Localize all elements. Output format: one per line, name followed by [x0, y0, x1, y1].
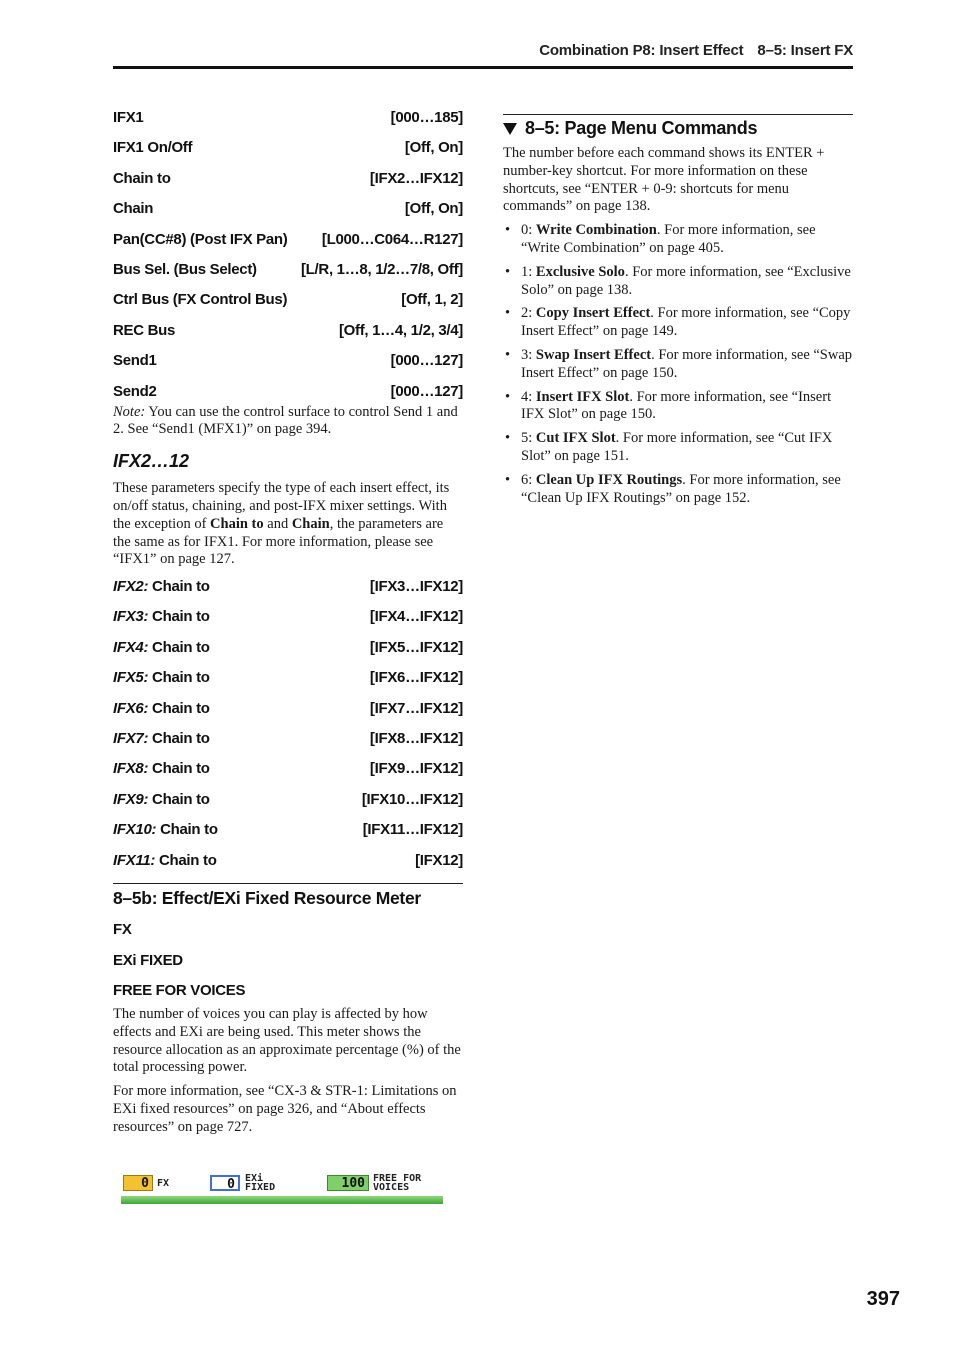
free-meter-label-2: VOICES [373, 1182, 410, 1193]
command-name: Write Combination [535, 222, 657, 239]
resource-meter [121, 1170, 445, 1206]
param-name: IFX1 [113, 109, 144, 126]
bullet: • [505, 430, 511, 447]
meter-section-title: 8–5b: Effect/EXi Fixed Resource Meter [113, 888, 421, 908]
param-name: Bus Sel. (Bus Select) [113, 260, 257, 278]
chain-range: [IFX9…IFX12] [369, 760, 463, 778]
param-name: REC Bus [113, 321, 176, 339]
chain-name: Chain to [156, 821, 218, 839]
chain-name: Chain to [148, 638, 210, 656]
ifx1-param-list [113, 106, 463, 404]
chain-param-row [113, 788, 463, 818]
chain-param-row [113, 697, 463, 727]
param-range: [Off, On] [404, 200, 463, 218]
meter-more-info: For more information, see “CX-3 & STR-1: Limitations on EXi fixed resources” on page 326, and “About effects resources” on page 727. [113, 1083, 457, 1135]
list-item [503, 264, 853, 300]
param-row [113, 167, 463, 197]
bullet: • [505, 471, 511, 488]
meter-description: The number of voices you can play is affected by how effects and EXi are being used. This meter shows the resource allocation as an approximate percentage (%) of the total processing power. [113, 1006, 461, 1076]
meter-section-rule [113, 883, 463, 884]
chain-prefix: IFX4: [113, 638, 149, 656]
note [113, 404, 463, 440]
param-row [113, 106, 463, 136]
note-label: Note: [113, 403, 146, 420]
param-row [113, 319, 463, 349]
list-item [503, 472, 853, 508]
note-text: You can use the control surface to control Send 1 and 2. See “Send1 (MFX1)” on page 394. [113, 403, 458, 438]
bullet: • [505, 263, 511, 280]
desc-text: These parameters specify the type of each insert effect, its on/off status, chaining, and post-IFX mixer settings. With the exception of [113, 480, 450, 532]
command-description: . For more information, see “Cut IFX Slot” on page 151. [521, 430, 833, 464]
param-range: [000…127] [390, 352, 463, 370]
param-name: Chain [113, 200, 154, 218]
command-name: Exclusive Solo [535, 263, 625, 280]
right-column [503, 114, 853, 513]
chain-prefix: IFX5: [113, 669, 149, 687]
command-number: 3: [521, 346, 536, 363]
command-number: 5: [521, 430, 536, 447]
running-header [113, 42, 853, 59]
desc-text: , the parameters are the same as for IFX1. For more information, please see “IFX1” on page 127. [113, 515, 444, 568]
chain-param-row [113, 849, 463, 879]
param-name: Send1 [113, 352, 157, 370]
param-name: Ctrl Bus (FX Control Bus) [113, 291, 288, 309]
param-range: [Off, On] [404, 139, 463, 157]
chain-prefix: IFX9: [113, 790, 149, 808]
chain-range: [IFX8…IFX12] [369, 730, 463, 748]
fx-meter-label: FX [157, 1178, 170, 1189]
command-name: Clean Up IFX Routings [535, 471, 683, 488]
chain-param-row [113, 727, 463, 757]
free-resource-bar [121, 1196, 443, 1204]
command-number: 6: [521, 471, 536, 488]
list-item [503, 389, 853, 425]
header-section: Combination P8: Insert Effect [539, 42, 744, 59]
param-row [113, 288, 463, 318]
command-number: 1: [521, 263, 536, 280]
param-range: [Off, 1, 2] [401, 291, 463, 309]
menu-intro: The number before each command shows its ENTER + number-key shortcut. For more information on these shortcuts, see “ENTER + 0-9: shortcuts for menu commands” on page 138. [503, 145, 825, 215]
fx-value-box: 0 [123, 1175, 153, 1191]
command-number: 4: [521, 388, 536, 405]
ifx2-12-description [113, 480, 463, 569]
chain-prefix: IFX2: [113, 578, 149, 596]
left-column [113, 106, 463, 1137]
param-name: Chain to [113, 169, 171, 187]
chain-prefix: IFX3: [113, 608, 149, 626]
param-range: [000…185] [390, 109, 463, 126]
chain-name: Chain to [148, 608, 210, 626]
chain-range: [IFX3…IFX12] [369, 578, 463, 596]
meter-param-fx: FX [113, 921, 132, 938]
list-item [503, 222, 853, 258]
chain-range: [IFX7…IFX12] [369, 699, 463, 717]
chain-range: [IFX6…IFX12] [369, 669, 463, 687]
menu-section-rule [503, 114, 853, 115]
exi-meter-label-2: FIXED [245, 1182, 276, 1193]
bullet: • [505, 346, 511, 363]
chain-prefix: IFX8: [113, 760, 149, 778]
chain-param-row [113, 818, 463, 848]
command-number: 0: [521, 222, 536, 239]
chain-prefix: IFX11: [113, 851, 156, 869]
free-meter-label-1: FREE FOR [373, 1173, 422, 1184]
free-value-box: 100 [327, 1175, 369, 1191]
ifx2-12-heading: IFX2…12 [113, 451, 190, 472]
command-description: . For more information, see “Insert IFX Slot” on page 150. [521, 388, 832, 423]
chain-name: Chain to [148, 790, 210, 808]
list-item [503, 347, 853, 383]
list-item [503, 305, 853, 341]
command-number: 2: [521, 305, 536, 322]
chain-param-row [113, 666, 463, 696]
bullet: • [505, 305, 511, 322]
param-name: IFX1 On/Off [113, 139, 193, 157]
chain-range: [IFX12] [415, 851, 463, 869]
chain-name: Chain to [155, 851, 217, 869]
command-description: . For more information, see “Swap Insert Effect” on page 150. [521, 346, 853, 381]
menu-section-title-text: 8–5: Page Menu Commands [525, 118, 758, 138]
param-row [113, 258, 463, 288]
menu-section-title [503, 118, 853, 139]
list-item [503, 430, 853, 466]
command-name: Copy Insert Effect [535, 305, 651, 322]
param-row [113, 136, 463, 166]
chain-param-row [113, 757, 463, 787]
chain-prefix: IFX6: [113, 699, 149, 717]
page-number: 397 [866, 1288, 900, 1310]
chain-range: [IFX4…IFX12] [369, 608, 463, 626]
param-range: [000…127] [390, 382, 463, 400]
param-row [113, 380, 463, 404]
bullet: • [505, 222, 511, 239]
chain-param-row [113, 575, 463, 605]
header-page: 8–5: Insert FX [757, 42, 853, 59]
meter-param-exi-fixed: EXi FIXED [113, 951, 183, 969]
desc-bold: Chain [291, 515, 330, 532]
command-description: . For more information, see “Exclusive Solo” on page 138. [521, 263, 851, 298]
desc-text: and [263, 515, 292, 532]
param-range: [IFX2…IFX12] [369, 169, 463, 187]
command-name: Cut IFX Slot [535, 430, 616, 447]
chain-name: Chain to [148, 699, 210, 717]
chain-name: Chain to [148, 760, 210, 778]
exi-value-box: 0 [210, 1175, 240, 1191]
bullet: • [505, 388, 511, 405]
chain-name: Chain to [148, 730, 210, 748]
exi-meter-label-1: EXi [245, 1173, 264, 1184]
chain-param-row [113, 636, 463, 666]
menu-command-list [503, 222, 853, 507]
param-row [113, 197, 463, 227]
chain-param-list [113, 575, 463, 879]
param-row [113, 349, 463, 379]
param-range: [L/R, 1…8, 1/2…7/8, Off] [300, 260, 463, 278]
command-description: . For more information, see “Clean Up IFX Routings” on page 152. [521, 471, 841, 506]
chain-name: Chain to [148, 578, 210, 596]
meter-param-free-for-voices: FREE FOR VOICES [113, 982, 246, 999]
chain-range: [IFX11…IFX12] [362, 821, 463, 839]
chain-param-row [113, 605, 463, 635]
command-name: Insert IFX Slot [535, 388, 630, 405]
chain-prefix: IFX7: [113, 730, 149, 748]
command-name: Swap Insert Effect [535, 346, 652, 363]
param-range: [Off, 1…4, 1/2, 3/4] [338, 321, 463, 339]
param-range: [L000…C064…R127] [321, 230, 463, 248]
chain-prefix: IFX10: [113, 821, 157, 839]
param-row [113, 228, 463, 258]
triangle-down-icon [503, 123, 517, 135]
command-description: . For more information, see “Copy Insert Effect” on page 149. [521, 305, 851, 340]
param-name: Pan(CC#8) (Post IFX Pan) [113, 230, 288, 248]
chain-name: Chain to [148, 669, 210, 687]
desc-bold: Chain to [210, 515, 264, 532]
param-name: Send2 [113, 382, 157, 400]
header-rule [113, 66, 853, 69]
command-description: . For more information, see “Write Combination” on page 405. [521, 222, 816, 256]
chain-range: [IFX5…IFX12] [369, 638, 463, 656]
chain-range: [IFX10…IFX12] [361, 790, 463, 808]
